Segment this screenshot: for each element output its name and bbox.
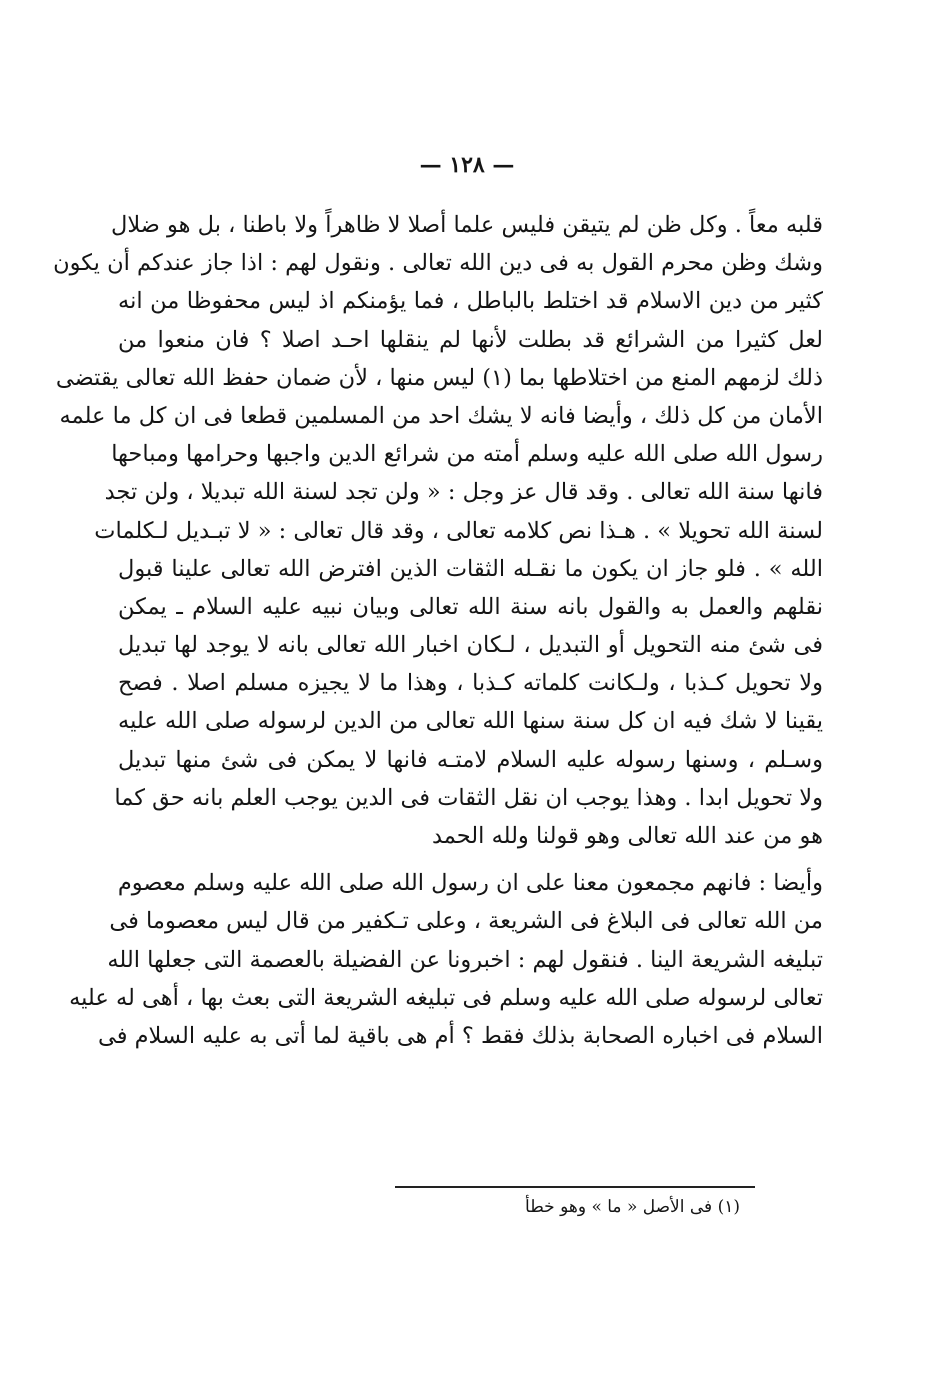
text-line: السلام فى اخباره الصحابة بذلك فقط ؟ أم هى باقية لما أتى به عليه السلام فى <box>97 1022 823 1049</box>
text-line: وشك وظن محرم القول به فى دين الله تعالى . ونقول لهم : اذا جاز عندكم أن يكون <box>53 250 823 277</box>
paragraph-gap <box>118 855 823 864</box>
text-line: تعالى لرسوله صلى الله عليه وسلم فى تبليغه الشريعة التى بعث بها ، أهى له عليه <box>69 984 823 1011</box>
text-line: كثير من دين الاسلام قد اختلط بالباطل ، فما يؤمنكم اذ ليس محفوظا من انه <box>118 288 823 315</box>
text-line: ذلك لزمهم المنع من اختلاطها بما (١) ليس منها ، لأن ضمان حفظ الله تعالى يقتضى <box>55 364 823 391</box>
paragraph-2 <box>69 864 823 1055</box>
text-line: الأمان من كل ذلك ، وأيضا فانه لا يشك احد من المسلمين قطعا فى ان كل ما علمه <box>59 402 823 429</box>
footnote-divider <box>395 1186 755 1188</box>
text-line: يقينا لا شك فيه ان كل سنة سنها الله تعالى من الدين لرسوله صلى الله عليه <box>118 708 823 735</box>
text-line: هو من عند الله تعالى وهو قولنا ولله الحمد <box>431 823 823 849</box>
text-line: لسنة الله تحويلا » . هـذا نص كلامه تعالى ، وقد قال تعالى : « لا تبـديل لـكلمات <box>94 517 823 544</box>
text-line: وأيضا : فانهم مجمعون معنا على ان رسول الله صلى الله عليه وسلم معصوم <box>117 870 823 897</box>
text-line: قلبه معاً . وكل ظن لم يتيقن فليس علما أصلا لا ظاهراً ولا باطنا ، بل هو ضلال <box>110 212 823 238</box>
text-line: ولا تحويل كـذبا ، ولـكانت كلماته كـذبا ، وهذا ما لا يجيزه مسلم اصلا . فصح <box>118 670 823 697</box>
footnote: (١) فى الأصل « ما » وهو خطأ <box>525 1197 740 1217</box>
text-line: تبليغه الشريعة الينا . فنقول لهم : اخبرونا عن الفضيلة بالعصمة التى جعلها الله <box>107 946 823 973</box>
paragraph-1 <box>53 206 823 855</box>
text-line: الله » . فلو جاز ان يكون ما نقـله الثقات الذين افترض الله تعالى علينا قبول <box>118 555 823 582</box>
page-number: — ١٢٨ — <box>419 152 515 178</box>
text-line: فانها سنة الله تعالى . وقد قال عز وجل : « ولن تجد لسنة الله تبديلا ، ولن تجد <box>104 479 823 506</box>
text-line: رسول الله صلى الله عليه وسلم أمته من شرائع الدين واجبها وحرامها ومباحها <box>111 441 823 468</box>
text-line: نقلهم والعمل به والقول بانه سنة الله تعالى وبيان نبيه عليه السلام ـ يمكن <box>118 593 823 620</box>
text-line: فى شئ منه التحويل أو التبديل ، لـكان اخبار الله تعالى بانه لا يوجد لها تبديل <box>118 632 823 659</box>
body-text <box>53 206 823 1055</box>
text-line: وسـلم ، وسنها رسوله عليه السلام لامتـه فانها لا يمكن فى شئ منها تبديل <box>118 746 823 773</box>
text-line: من الله تعالى فى البلاغ فى الشريعة ، وعلى تـكفير من قال ليس معصوما فى <box>109 908 823 935</box>
text-line: لعل كثيرا من الشرائع قد بطلت لأنها لم ينقلها احـد اصلا ؟ فان منعوا من <box>118 326 823 353</box>
text-line: ولا تحويل ابدا . وهذا يوجب ان نقل الثقات فى الدين يوجب العلم بانه حق كما <box>114 784 823 811</box>
